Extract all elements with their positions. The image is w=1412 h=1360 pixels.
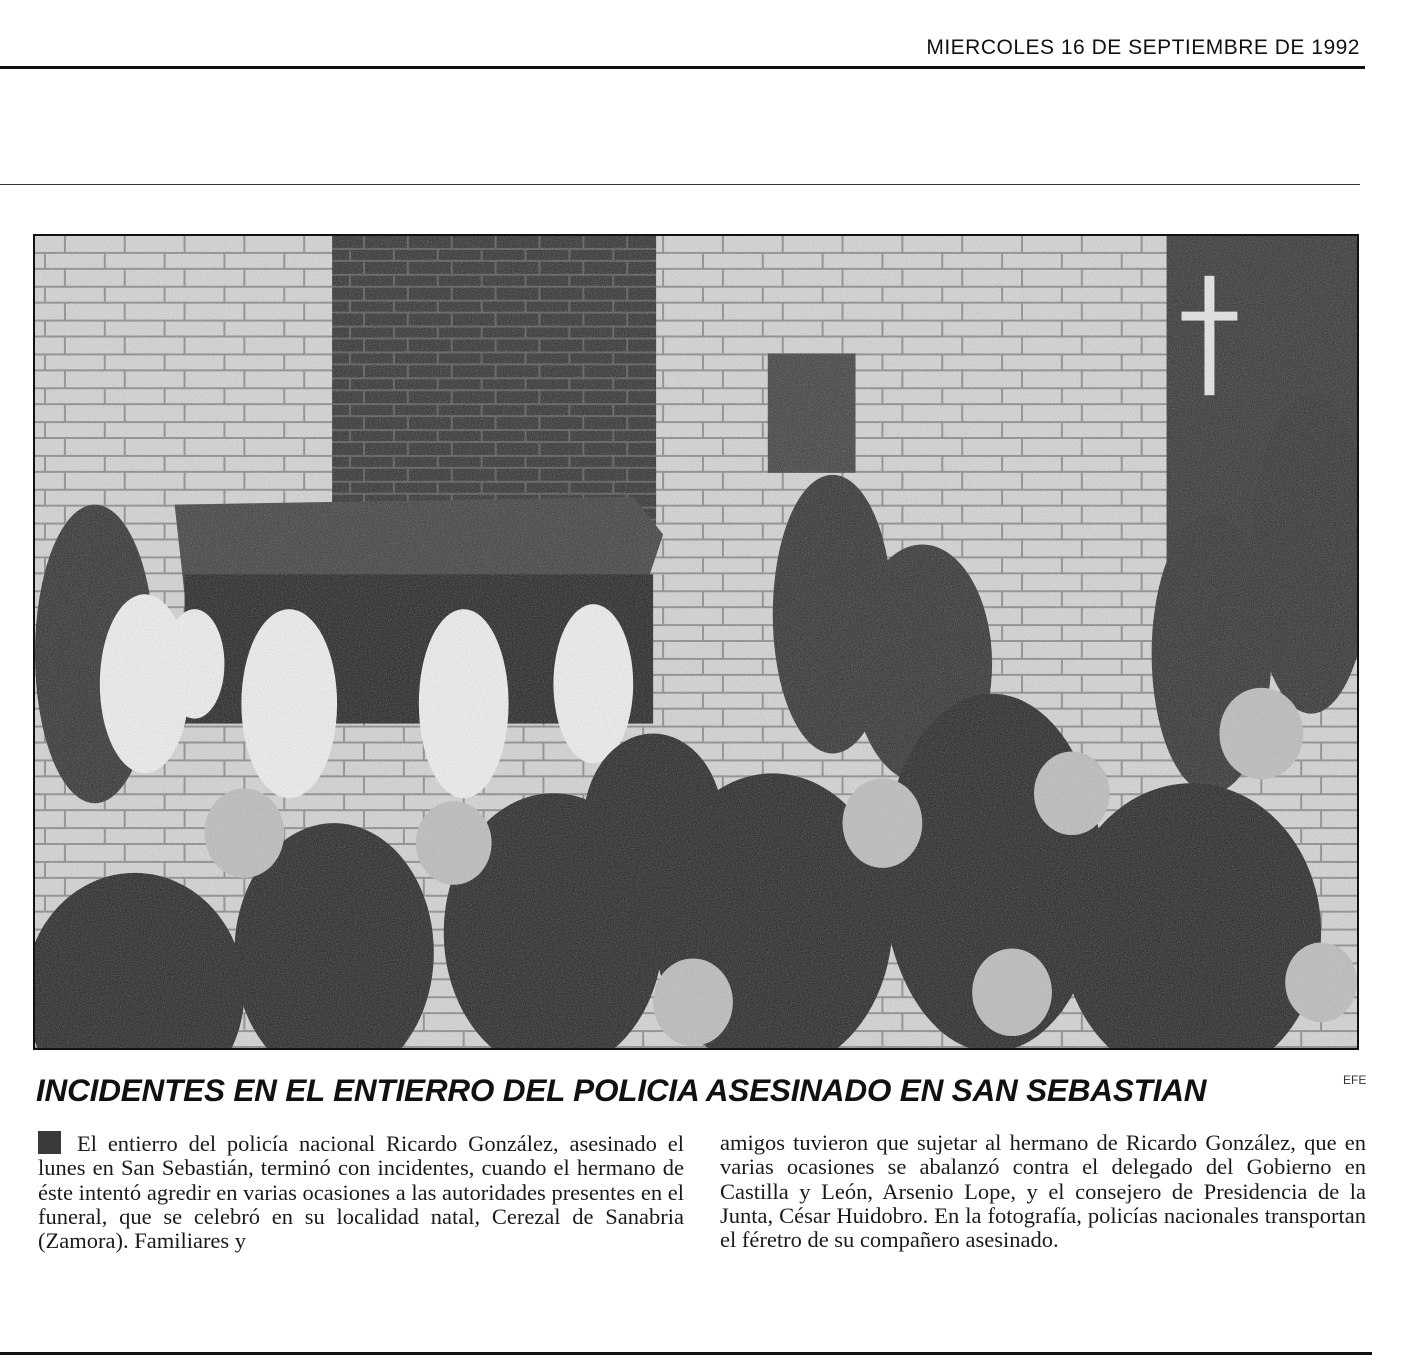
section-rule — [0, 184, 1360, 185]
header-rule — [0, 66, 1365, 69]
photo-credit: EFE — [1343, 1073, 1367, 1087]
article-headline: INCIDENTES EN EL ENTIERRO DEL POLICIA ASESINADO EN SAN SEBASTIAN — [36, 1072, 1207, 1108]
footer-rule — [0, 1352, 1372, 1355]
article-start-bullet — [38, 1131, 61, 1154]
funeral-photo-illustration — [35, 236, 1357, 1048]
page-header-date: MIERCOLES 16 DE SEPTIEMBRE DE 1992 — [926, 36, 1360, 59]
funeral-photo — [33, 234, 1359, 1050]
article-body-right: amigos tuvieron que sujetar al hermano de Ricardo González, que en varias ocasiones se abalanzó contra el delegado del Gobierno en Castilla y León, Arsenio Lope, y el consejero de Presidencia de la Junta, César Huidobro. En la fotografía, policías nacionales transportan el féretro de su compañero asesinado. — [720, 1130, 1366, 1253]
article-body-left-text: El entierro del policía nacional Ricardo González, asesinado el lunes en San Sebastián, terminó con incidentes, cuando el hermano de éste intentó agredir en varias ocasiones a las autoridades presentes en el funeral, que se celebró en su localidad natal, Cerezal de Sanabria (Zamora). Familiares y — [38, 1131, 684, 1254]
article-body-left — [38, 1131, 684, 1253]
